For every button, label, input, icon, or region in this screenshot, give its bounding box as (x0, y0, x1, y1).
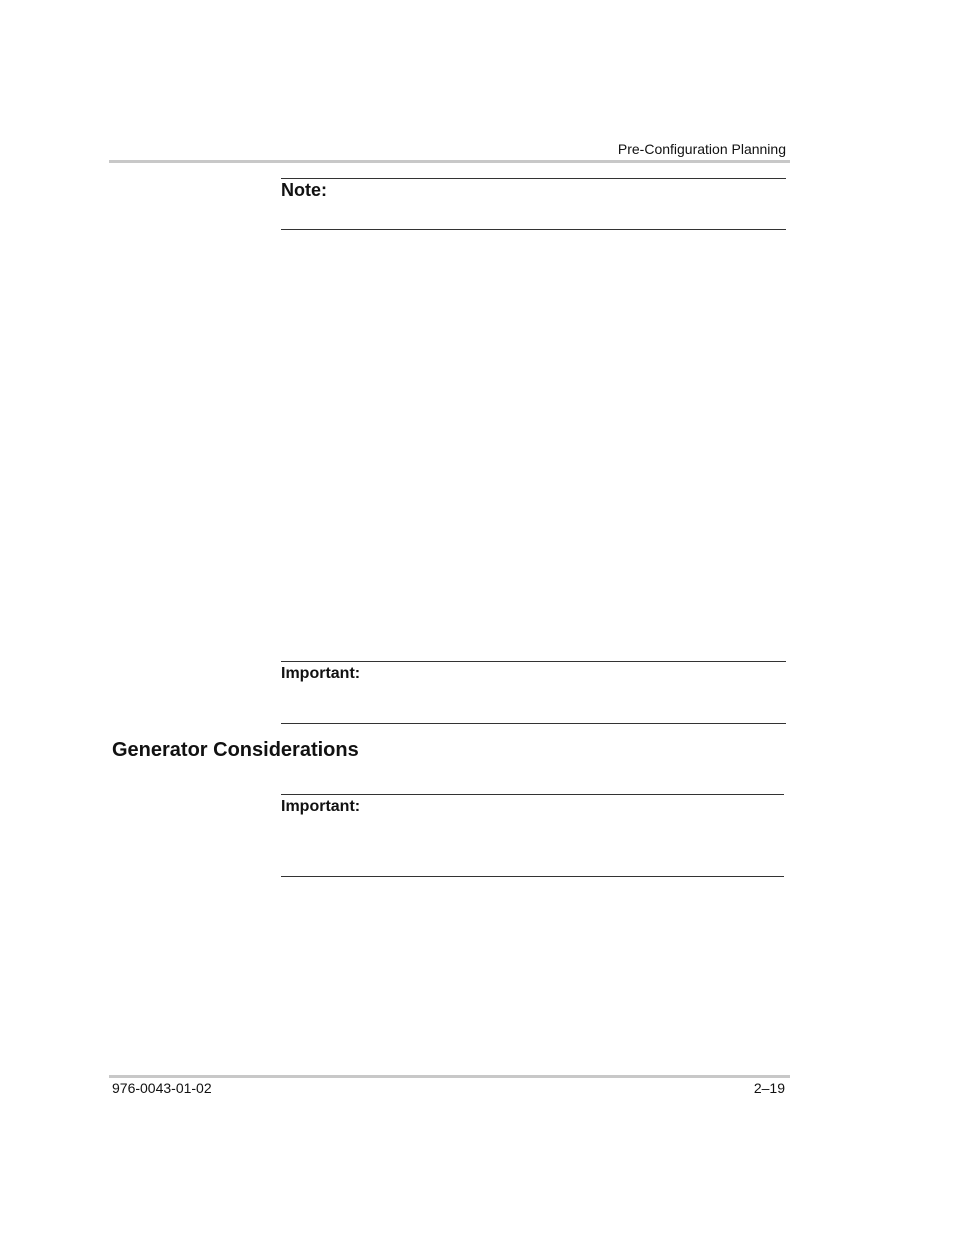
important-2-bottom-rule (281, 876, 784, 877)
important-2-label: Important: (281, 798, 361, 815)
note-bottom-rule (281, 229, 786, 230)
footer-rule (109, 1075, 790, 1078)
important-1-bottom-rule (281, 723, 786, 724)
document-number: 976-0043-01-02 (112, 1080, 212, 1096)
important-2-top-rule (281, 794, 784, 795)
page-number: 2–19 (753, 1080, 785, 1096)
important-1-top-rule (281, 661, 786, 662)
note-label: Note: (281, 180, 327, 200)
important-1-label: Important: (281, 665, 361, 682)
note-top-rule (281, 178, 786, 179)
running-header: Pre-Configuration Planning (617, 141, 786, 157)
section-heading: Generator Considerations (112, 739, 359, 761)
header-rule (109, 160, 790, 163)
